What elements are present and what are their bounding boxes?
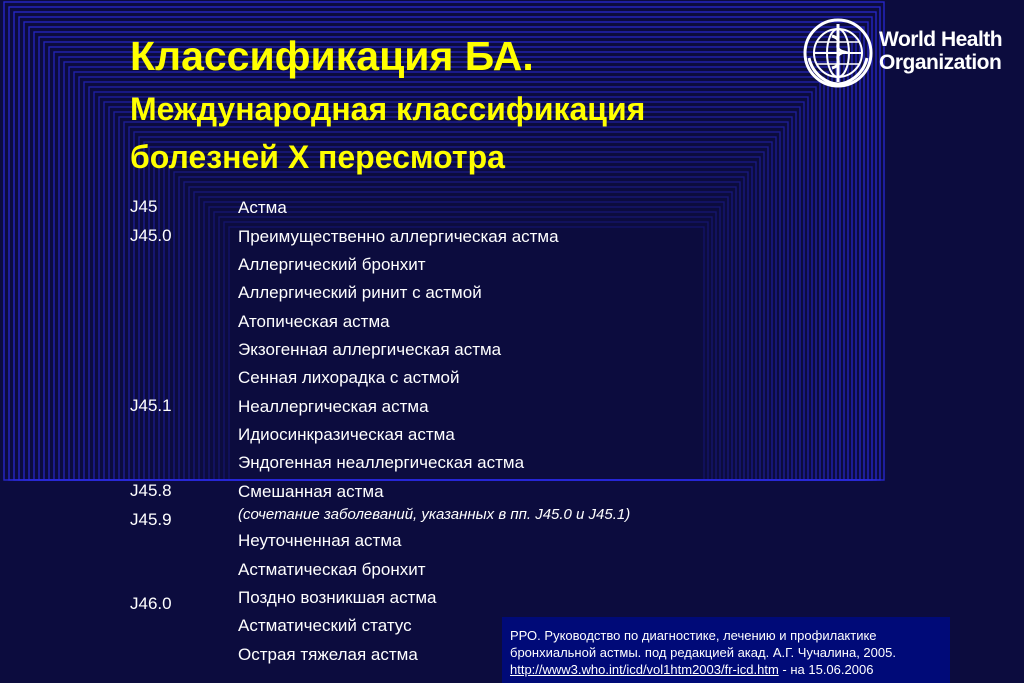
who-wordmark [879,28,1002,74]
who-logo [803,18,1005,88]
code-j45: J45 [130,197,158,216]
item-late-onset-asthma: Поздно возникшая астма [238,588,437,607]
item-mixed-asthma: Смешанная астма [238,482,384,501]
who-wordmark-line1: World Health [879,28,1003,51]
code-j45-1: J45.1 [130,396,172,415]
reference-line1: РРО. Руководство по диагностике, лечению и профилактике [510,628,877,643]
code-j45-9: J45.9 [130,510,172,529]
slide-subtitle-line2: болезней Х пересмотра [130,139,505,175]
frame-line [139,137,776,480]
slide-subtitle-line1: Международная классификация [130,91,646,127]
item-exogenous-asthma: Экзогенная аллергическая астма [238,340,502,359]
item-allergic-bronchitis: Аллергический бронхит [238,255,426,274]
who-emblem-icon [803,18,873,88]
item-status-asthmaticus: Астматический статус [238,616,412,635]
who-wordmark-line2: Organization [879,51,1002,74]
reference-line3 [510,661,942,678]
item-endogenous-asthma: Эндогенная неаллергическая астма [238,453,525,472]
reference-box [502,617,950,683]
reference-date: - на 15.06.2006 [778,662,874,677]
item-acute-severe-asthma: Острая тяжелая астма [238,645,418,664]
item-hay-fever: Сенная лихорадка с астмой [238,368,460,387]
item-asthma: Астма [238,198,287,217]
code-j45-8: J45.8 [130,481,172,500]
code-j45-0: J45.0 [130,226,172,245]
frame-line [74,72,828,480]
reference-line2: бронхиальной астмы. под редакцией акад. А.Г. Чучалина, 2005. [510,645,896,660]
item-unspecified-asthma: Неуточненная астма [238,531,402,550]
item-atopic-asthma: Атопическая астма [238,312,390,331]
item-mixed-asthma-note: (сочетание заболеваний, указанных в пп. J45.0 и J45.1) [238,506,631,523]
frame-line [129,127,784,480]
reference-link[interactable]: http://www3.who.int/icd/vol1htm2003/fr-icd.htm [510,662,779,677]
item-predominantly-allergic: Преимущественно аллергическая астма [238,227,559,246]
code-j46-0: J46.0 [130,594,172,613]
frame-line [134,132,780,480]
item-allergic-rhinitis: Аллергический ринит с астмой [238,283,482,302]
item-nonallergic-asthma: Неаллергическая астма [238,397,429,416]
frame-line [79,77,824,480]
item-idiosyncratic-asthma: Идиосинкразическая астма [238,425,455,444]
item-asthmatic-bronchitis: Астматическая бронхит [238,560,426,579]
slide-title: Классификация БА. [130,33,534,79]
